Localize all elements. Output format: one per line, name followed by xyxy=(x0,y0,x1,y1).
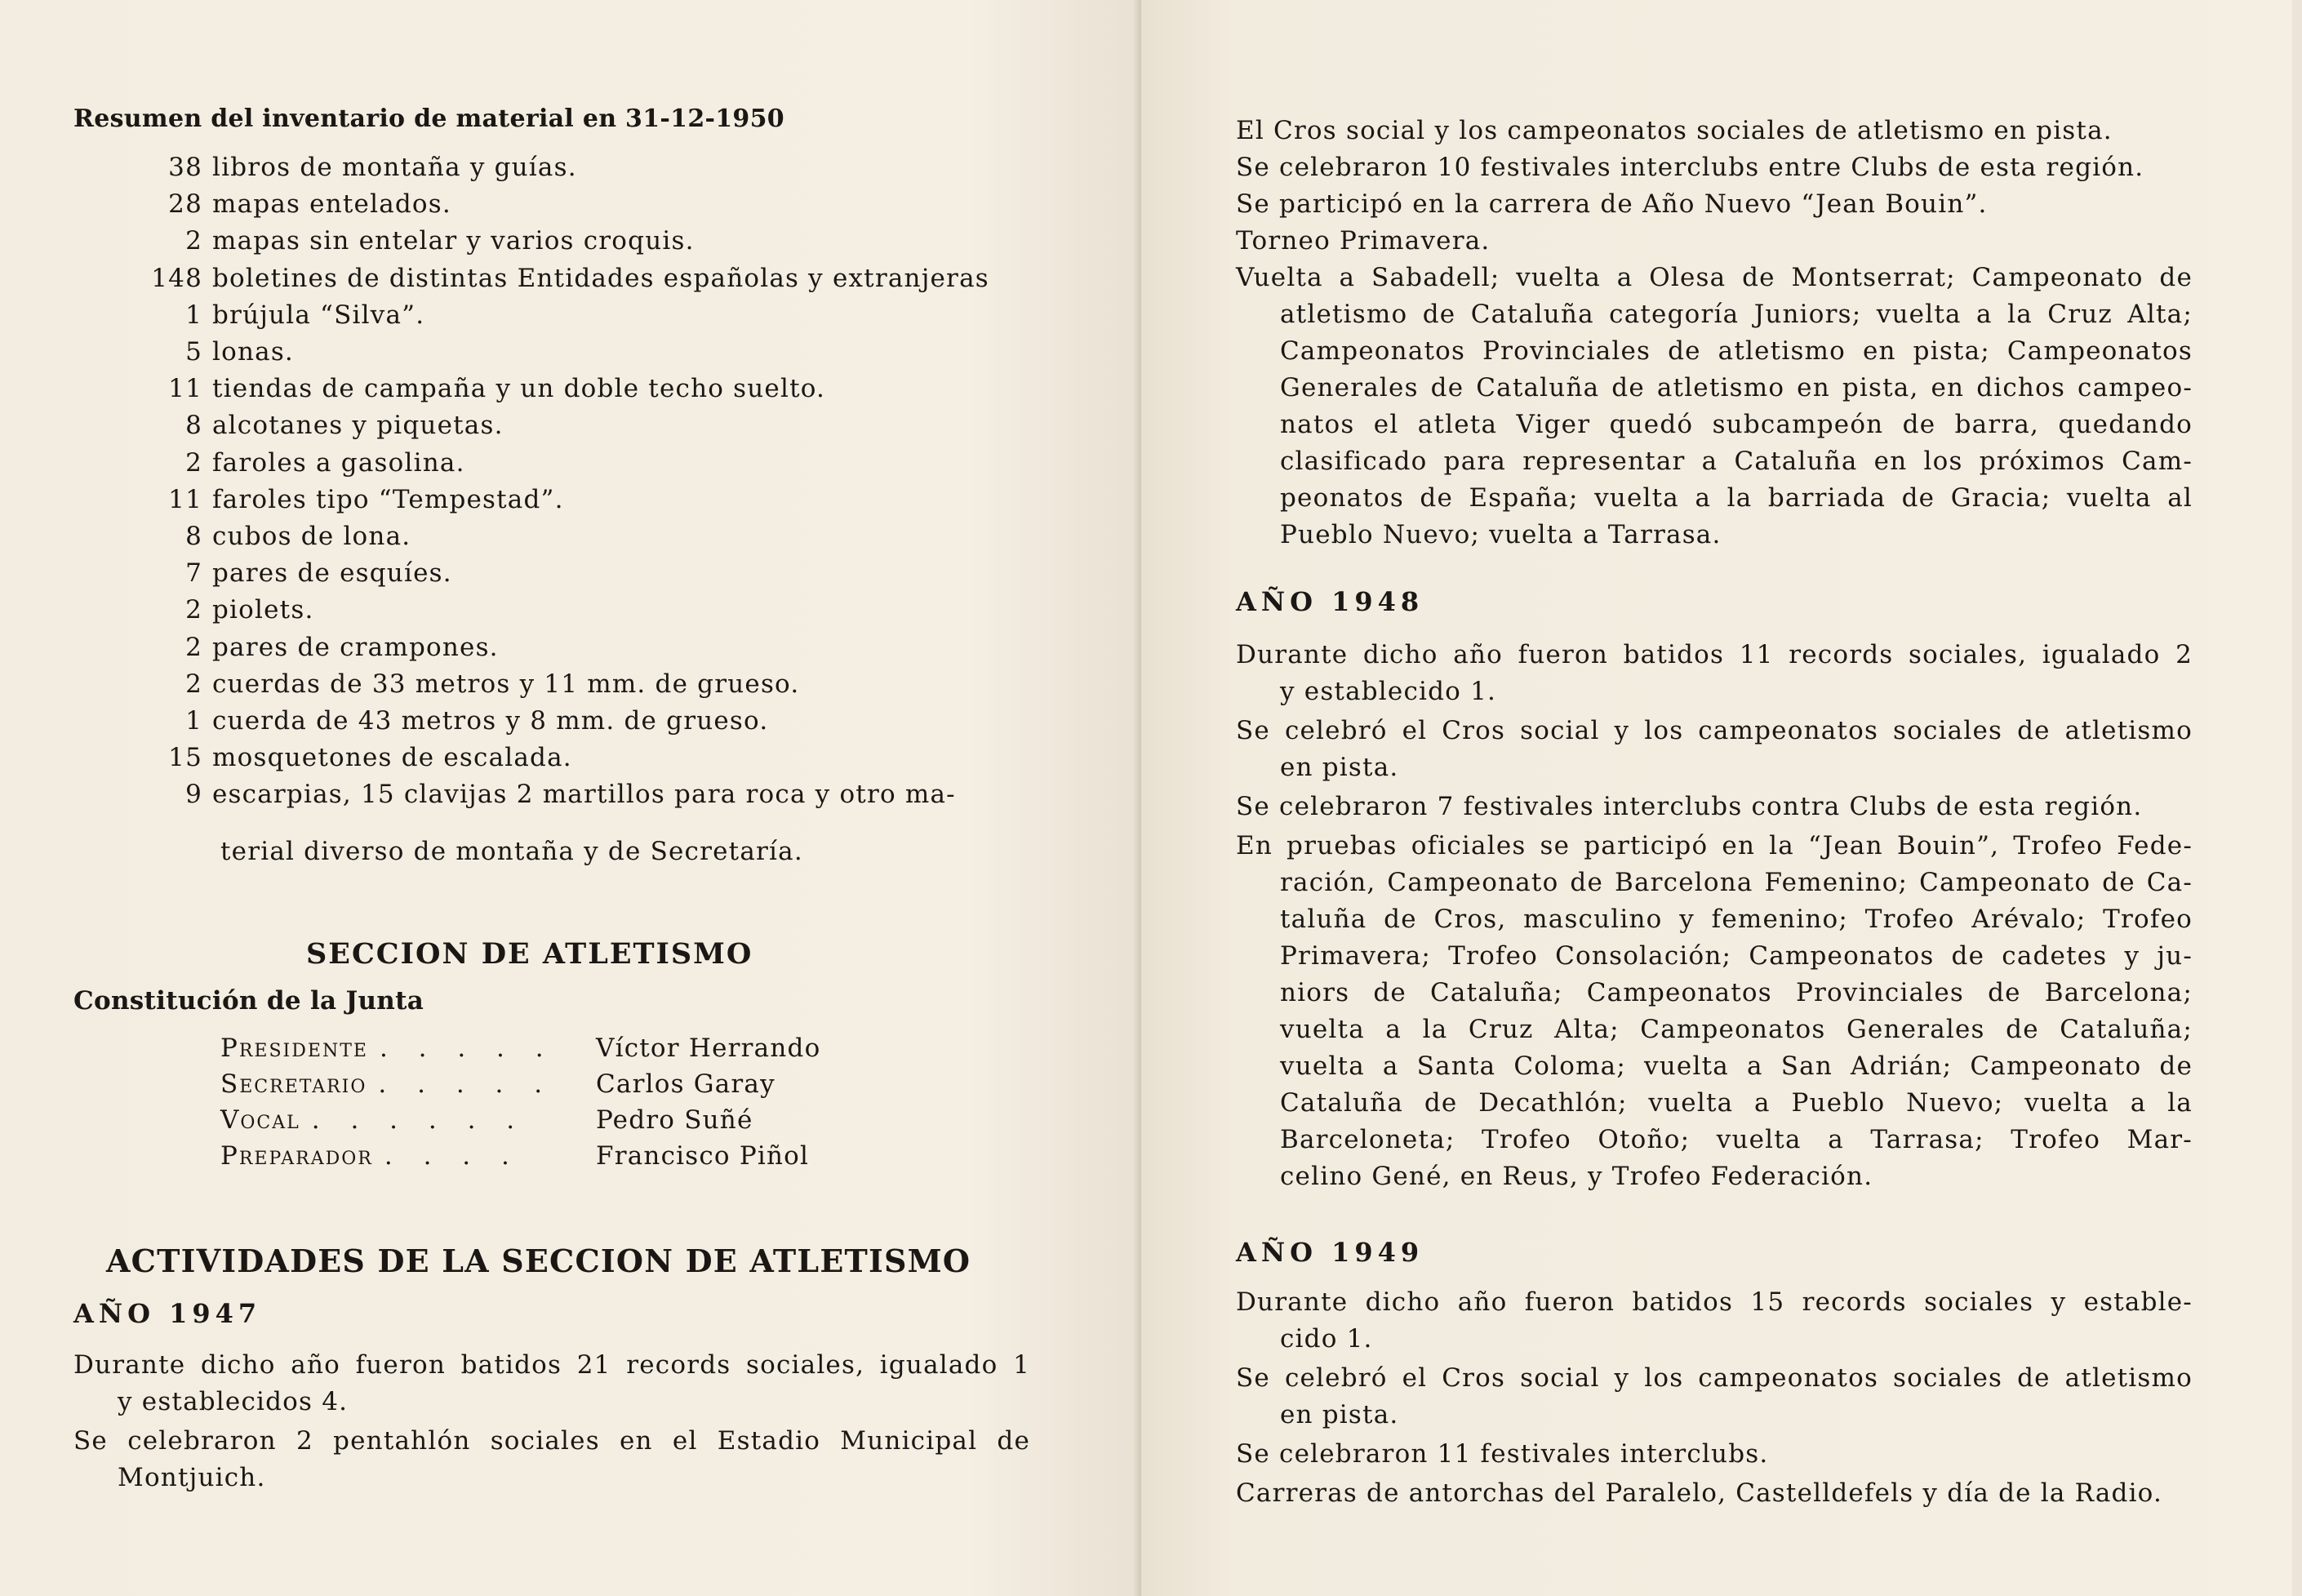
junta-member-row xyxy=(220,1105,753,1141)
paragraph-line: natos el atleta Viger quedó subcampeón de barra, quedando xyxy=(1280,410,2193,439)
paragraph-line: Se celebró el Cros social y los campeonatos sociales de atletismo xyxy=(1236,716,2193,745)
paragraph-line: Campeonatos Provinciales de atletismo en pista; Campeonatos xyxy=(1280,336,2193,366)
inventory-item xyxy=(73,226,1037,263)
year-1947-heading: AÑO 1947 xyxy=(73,1298,262,1329)
section-title: SECCION DE ATLETISMO xyxy=(306,937,753,971)
junta-role xyxy=(220,1069,596,1099)
paragraph-line: En pruebas oficiales se participó en la “Jean Bouin”, Trofeo Fede- xyxy=(1236,831,2193,860)
paragraph-line: celino Gené, en Reus, y Trofeo Federación. xyxy=(1280,1162,1873,1191)
paragraph xyxy=(1236,260,2193,553)
junta-member-name: Víctor Herrando xyxy=(596,1034,821,1063)
inventory-description: boletines de distintas Entidades españolas y extranjeras xyxy=(212,263,989,293)
inventory-quantity: 7 xyxy=(185,558,202,589)
inventory-item xyxy=(73,595,1037,632)
paragraph-group-1949 xyxy=(1236,1284,2193,1512)
paragraph-line: clasificado para representar a Cataluña en los próximos Cam- xyxy=(1280,447,2193,476)
right-page xyxy=(1141,0,2302,1596)
paragraph-1947-pentathlon xyxy=(73,1423,1030,1496)
junta-member-row xyxy=(220,1034,821,1069)
junta-role xyxy=(220,1141,596,1171)
paragraph xyxy=(1236,713,2193,786)
paragraph-group-1948 xyxy=(1236,637,2193,1195)
inventory-quantity: 2 xyxy=(185,669,202,699)
paragraph-line: Se celebraron 2 pentahlón sociales en el Estadio Municipal de xyxy=(73,1426,1030,1456)
junta-role xyxy=(220,1105,596,1135)
paragraph-line: Se celebraron 11 festivales interclubs. xyxy=(1236,1439,1769,1469)
inventory-item xyxy=(73,706,1037,743)
paragraph xyxy=(1236,1475,2193,1512)
junta-leader-dots: . . . . xyxy=(384,1141,521,1171)
paragraph-line: Se celebraron 7 festivales interclubs contra Clubs de esta región. xyxy=(1236,792,2143,821)
inventory-item xyxy=(73,522,1037,558)
paragraph xyxy=(1236,1360,2193,1434)
paragraph-line: en pista. xyxy=(1280,753,1399,782)
paragraph-line: Durante dicho año fueron batidos 11 records sociales, igualado 2 xyxy=(1236,640,2193,669)
inventory-description: mapas entelados. xyxy=(212,189,451,220)
paragraph-line: peonatos de España; vuelta a la barriada de Gracia; vuelta al xyxy=(1280,483,2193,513)
inventory-item xyxy=(73,558,1037,595)
paragraph-line: Pueblo Nuevo; vuelta a Tarrasa. xyxy=(1280,520,1722,549)
paragraph xyxy=(1236,223,2193,260)
paragraph xyxy=(1236,637,2193,710)
junta-member-name: Francisco Piñol xyxy=(596,1141,810,1171)
paragraph-line: y establecido 1. xyxy=(1280,677,1497,706)
junta-leader-dots: . . . . . xyxy=(378,1069,554,1099)
paragraph-line: cido 1. xyxy=(1280,1324,1373,1354)
inventory-quantity: 38 xyxy=(168,153,202,182)
inventory-item xyxy=(73,189,1037,226)
inventory-quantity: 9 xyxy=(185,780,202,810)
paragraph xyxy=(1236,828,2193,1195)
paragraph-line: Torneo Primavera. xyxy=(1236,226,1491,256)
paragraph-line: Durante dicho año fueron batidos 21 records sociales, igualado 1 xyxy=(73,1350,1030,1380)
paragraph-line: Se celebraron 10 festivales interclubs entre Clubs de esta región. xyxy=(1236,153,2144,182)
junta-role-label: Vocal xyxy=(220,1105,300,1135)
inventory-item xyxy=(73,337,1037,374)
inventory-item xyxy=(73,300,1037,337)
paragraph-line: Carreras de antorchas del Paralelo, Castelldefels y día de la Radio. xyxy=(1236,1478,2163,1508)
inventory-description: brújula “Silva”. xyxy=(212,300,425,330)
paragraph-line: Primavera; Trofeo Consolación; Campeonatos de cadetes y ju- xyxy=(1280,941,2193,971)
inventory-quantity: 15 xyxy=(168,743,202,773)
inventory-description: cuerda de 43 metros y 8 mm. de grueso. xyxy=(212,706,769,736)
paragraph-line: en pista. xyxy=(1280,1400,1399,1429)
inventory-item xyxy=(73,411,1037,447)
inventory-description: lonas. xyxy=(212,337,294,367)
inventory-quantity: 2 xyxy=(185,632,202,662)
paragraph-group-1947-continued xyxy=(1236,113,2193,553)
paragraph-line: Vuelta a Sabadell; vuelta a Olesa de Montserrat; Campeonato de xyxy=(1236,263,2193,292)
inventory-description: pares de crampones. xyxy=(212,632,499,662)
paragraph xyxy=(1236,789,2193,825)
inventory-quantity: 2 xyxy=(185,447,202,478)
junta-member-row xyxy=(220,1141,810,1177)
paragraph-line: Cataluña de Decathlón; vuelta a Pueblo Nuevo; vuelta a la xyxy=(1280,1088,2193,1118)
paragraph xyxy=(1236,149,2193,186)
inventory-quantity: 28 xyxy=(168,189,202,220)
inventory-description: mapas sin entelar y varios croquis. xyxy=(212,226,695,256)
inventory-heading: Resumen del inventario de material en 31-12-1950 xyxy=(73,104,784,133)
inventory-description: faroles tipo “Tempestad”. xyxy=(212,484,564,514)
paragraph-line: Barceloneta; Trofeo Otoño; vuelta a Tarrasa; Trofeo Mar- xyxy=(1280,1125,2193,1154)
paragraph-line: vuelta a la Cruz Alta; Campeonatos Generales de Cataluña; xyxy=(1280,1015,2193,1044)
paragraph xyxy=(1236,186,2193,223)
junta-leader-dots: . . . . . xyxy=(379,1034,555,1063)
inventory-quantity: 2 xyxy=(185,226,202,256)
inventory-item xyxy=(73,374,1037,411)
inventory-description: cubos de lona. xyxy=(212,522,411,551)
inventory-description: pares de esquíes. xyxy=(212,558,452,589)
paragraph-line: taluña de Cros, masculino y femenino; Trofeo Arévalo; Trofeo xyxy=(1280,905,2193,934)
inventory-continuation: terial diverso de montaña y de Secretaría. xyxy=(220,837,803,866)
inventory-item xyxy=(73,669,1037,706)
inventory-quantity: 5 xyxy=(185,337,202,367)
junta-role xyxy=(220,1034,596,1063)
paragraph-line: Durante dicho año fueron batidos 15 records sociales y estable- xyxy=(1236,1287,2193,1317)
paragraph-line: Se celebró el Cros social y los campeonatos sociales de atletismo xyxy=(1236,1363,2193,1393)
junta-member-row xyxy=(220,1069,775,1105)
junta-role-label: Presidente xyxy=(220,1034,368,1063)
paragraph-line: Generales de Cataluña de atletismo en pista, en dichos campeo- xyxy=(1280,373,2193,402)
junta-member-name: Pedro Suñé xyxy=(596,1105,753,1135)
inventory-description: mosquetones de escalada. xyxy=(212,743,572,773)
inventory-quantity: 8 xyxy=(185,411,202,441)
inventory-description: cuerdas de 33 metros y 11 mm. de grueso. xyxy=(212,669,800,699)
paragraph-line: El Cros social y los campeonatos sociales de atletismo en pista. xyxy=(1236,116,2113,145)
paragraph xyxy=(1236,1436,2193,1473)
left-page xyxy=(0,0,1141,1596)
inventory-quantity: 1 xyxy=(185,300,202,330)
inventory-quantity: 11 xyxy=(168,374,202,404)
paragraph xyxy=(1236,113,2193,149)
inventory-quantity: 148 xyxy=(151,263,202,293)
year-1949-heading: AÑO 1949 xyxy=(1236,1237,1424,1268)
junta-role-label: Secretario xyxy=(220,1069,367,1099)
paragraph-line: Montjuich. xyxy=(118,1463,266,1492)
junta-heading: Constitución de la Junta xyxy=(73,986,424,1016)
inventory-description: piolets. xyxy=(212,595,314,625)
inventory-quantity: 2 xyxy=(185,595,202,625)
paragraph-line: vuelta a Santa Coloma; vuelta a San Adrián; Campeonato de xyxy=(1280,1051,2193,1081)
activities-title: ACTIVIDADES DE LA SECCION DE ATLETISMO xyxy=(106,1243,971,1279)
inventory-description: faroles a gasolina. xyxy=(212,447,465,478)
paragraph-line: niors de Cataluña; Campeonatos Provinciales de Barcelona; xyxy=(1280,978,2193,1007)
year-1948-heading: AÑO 1948 xyxy=(1236,586,1424,617)
inventory-item xyxy=(73,448,1037,485)
inventory-description: libros de montaña y guías. xyxy=(212,153,577,182)
paragraph-1947-records xyxy=(73,1347,1030,1420)
paragraph xyxy=(1236,1284,2193,1358)
junta-leader-dots: . . . . . . xyxy=(311,1105,527,1135)
inventory-description: escarpias, 15 clavijas 2 martillos para roca y otro ma- xyxy=(212,780,956,810)
inventory-quantity: 1 xyxy=(185,706,202,736)
inventory-item xyxy=(73,743,1037,780)
inventory-item xyxy=(73,780,1037,816)
inventory-item xyxy=(73,485,1037,522)
paragraph-line: atletismo de Cataluña categoría Juniors; vuelta a la Cruz Alta; xyxy=(1280,300,2193,329)
paragraph-line: ración, Campeonato de Barcelona Femenino; Campeonato de Ca- xyxy=(1280,868,2193,897)
paragraph-line: y establecidos 4. xyxy=(118,1387,349,1416)
inventory-item xyxy=(73,264,1037,300)
junta-member-name: Carlos Garay xyxy=(596,1069,775,1099)
inventory-description: tiendas de campaña y un doble techo suelto. xyxy=(212,374,826,404)
inventory-item xyxy=(73,633,1037,669)
inventory-description: alcotanes y piquetas. xyxy=(212,411,504,441)
inventory-quantity: 11 xyxy=(168,484,202,514)
inventory-quantity: 8 xyxy=(185,522,202,551)
junta-role-label: Preparador xyxy=(220,1141,373,1171)
paragraph-line: Se participó en la carrera de Año Nuevo “Jean Bouin”. xyxy=(1236,189,1988,219)
inventory-item xyxy=(73,153,1037,189)
